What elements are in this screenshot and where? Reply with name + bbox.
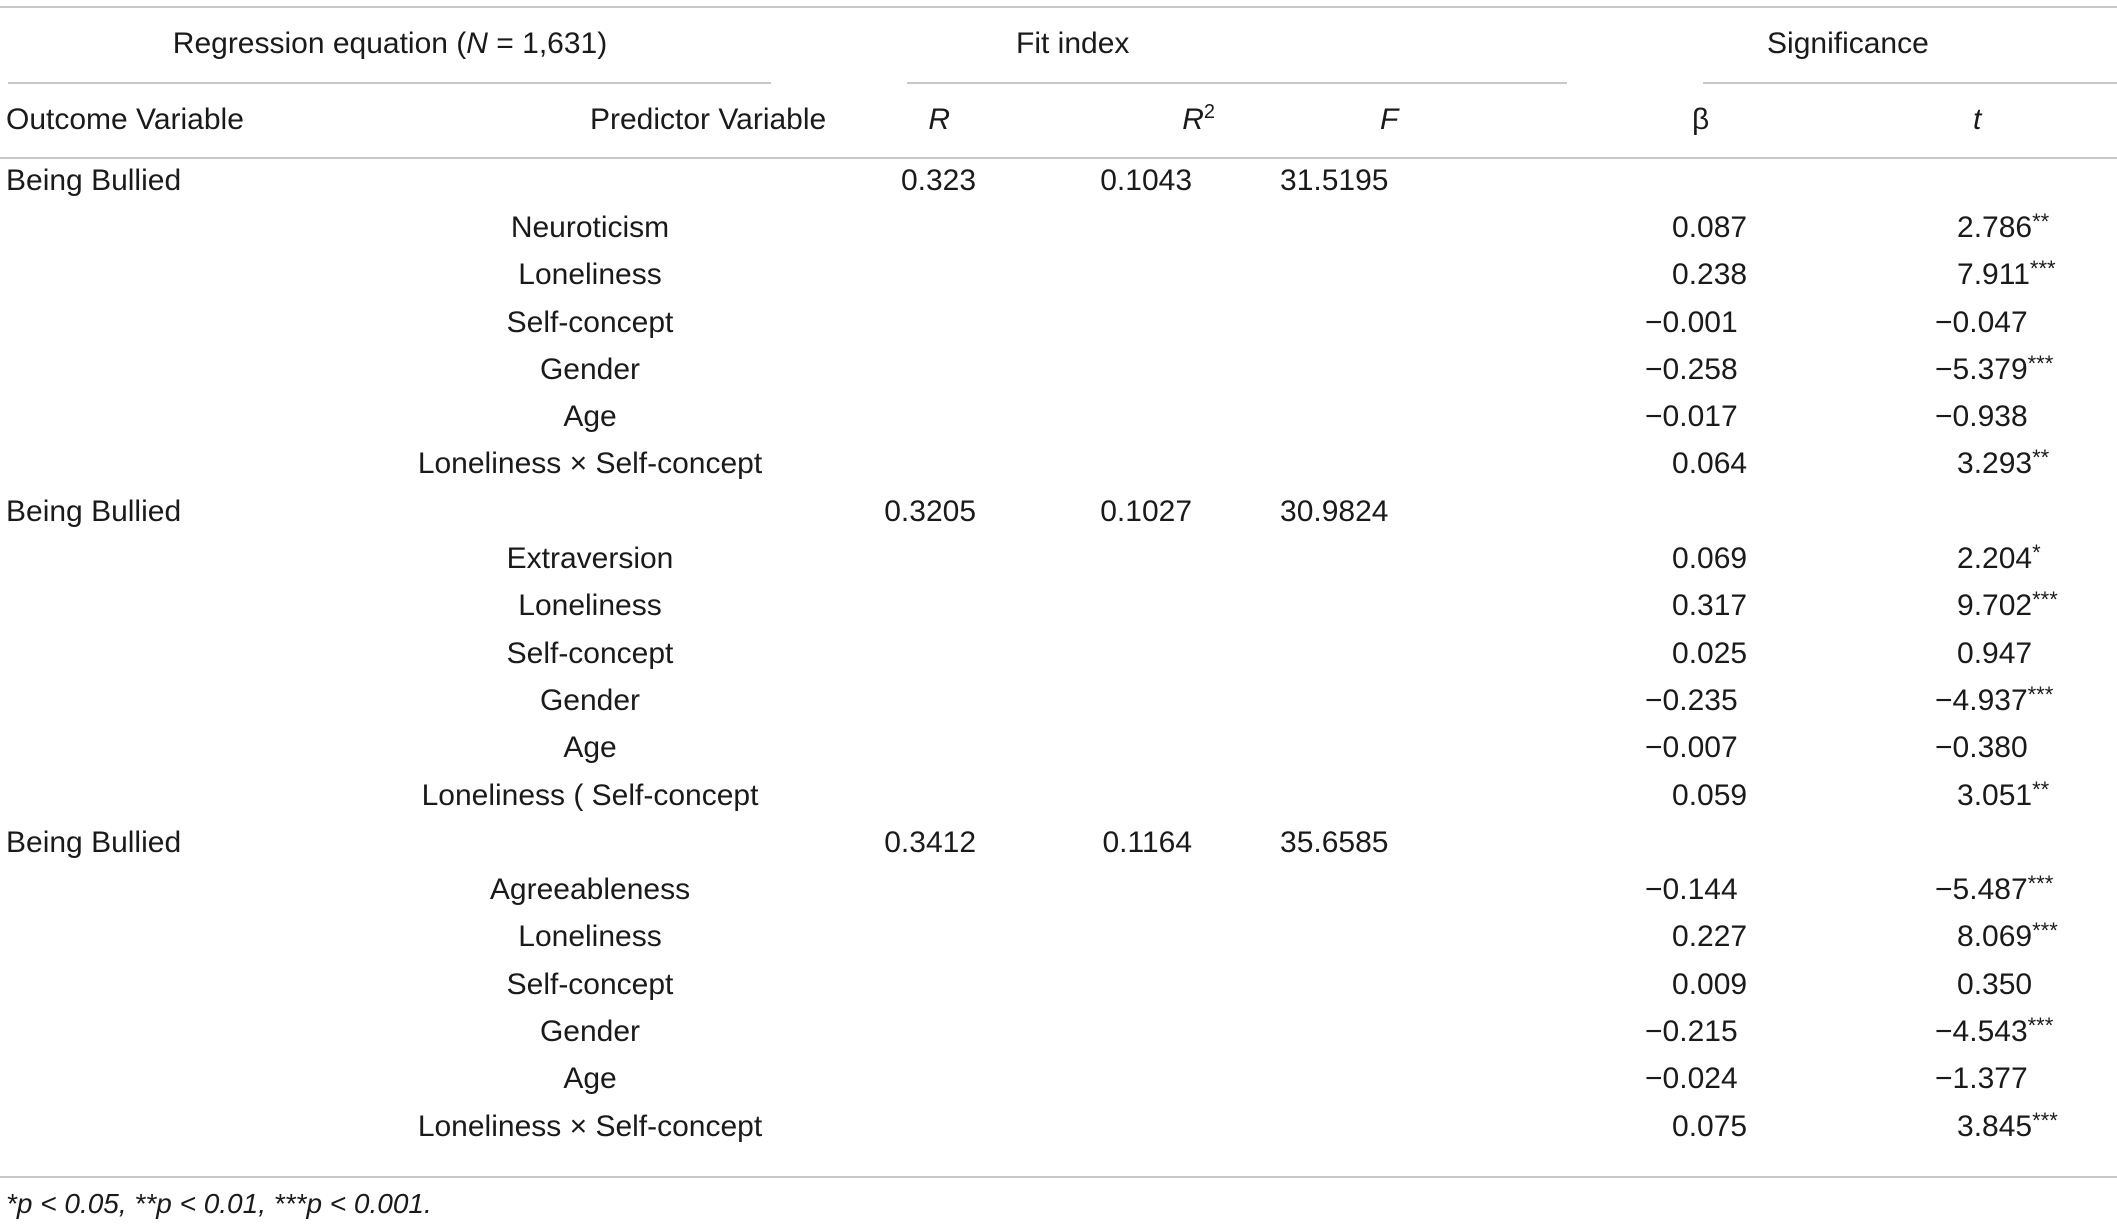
t-cell — [1850, 204, 2117, 251]
blank-cell — [1430, 1103, 1650, 1150]
table-row — [0, 583, 2117, 630]
t-cell — [1850, 488, 2117, 535]
r-cell — [816, 1008, 976, 1055]
table-row — [0, 252, 2117, 299]
beta-cell: 0.025 — [1672, 636, 1748, 670]
predictor-cell: Loneliness — [518, 920, 662, 954]
t-cell — [1850, 866, 2117, 913]
r-squared-cell — [940, 535, 1290, 582]
predictor-cell: Agreeableness — [489, 873, 691, 907]
table-row — [0, 204, 2117, 251]
blank-cell — [1430, 630, 1650, 677]
blank-cell — [1430, 772, 1650, 819]
table-row — [0, 677, 2117, 724]
outcome-cell — [0, 299, 400, 346]
t-value: −0.938 — [1935, 400, 2028, 434]
outcome-cell — [0, 204, 400, 251]
blank-cell — [1430, 1008, 1650, 1055]
r-squared-cell — [940, 204, 1290, 251]
predictor-cell: Gender — [539, 1014, 641, 1048]
table-body — [0, 157, 2117, 1150]
t-value: 7.911 — [1957, 258, 2030, 292]
outcome-cell — [0, 252, 400, 299]
significance-stars: *** — [2032, 918, 2058, 944]
beta-cell: −0.001 — [1645, 305, 1738, 339]
f-cell — [1280, 583, 1420, 630]
outcome-cell: Being Bullied — [6, 494, 182, 528]
r-squared-cell — [940, 677, 1290, 724]
table-row — [0, 157, 2117, 204]
r-squared-cell — [940, 725, 1290, 772]
t-cell — [1850, 441, 2117, 488]
significance-stars: * — [2032, 540, 2041, 566]
predictor-cell: Gender — [539, 683, 641, 717]
predictor-cell — [400, 488, 780, 535]
beta-cell: −0.144 — [1645, 873, 1738, 907]
predictor-cell: Gender — [539, 352, 641, 386]
r-squared-cell: 0.1043 — [1100, 163, 1193, 197]
t-value: −5.487 — [1935, 873, 2028, 907]
f-cell — [1280, 441, 1420, 488]
outcome-cell — [0, 393, 400, 440]
predictor-cell: Neuroticism — [510, 210, 670, 244]
r-squared-cell — [940, 346, 1290, 393]
beta-cell: −0.235 — [1645, 683, 1738, 717]
r-squared-cell — [940, 441, 1290, 488]
significance-stars: *** — [2032, 1107, 2058, 1133]
beta-cell — [1672, 157, 1872, 204]
beta-cell: 0.317 — [1672, 589, 1748, 623]
t-cell — [1850, 772, 2117, 819]
f-cell — [1280, 1103, 1420, 1150]
outcome-cell — [0, 961, 400, 1008]
t-value: 3.051 — [1957, 778, 2033, 812]
f-cell — [1280, 1056, 1420, 1103]
r-cell — [816, 866, 976, 913]
r-cell — [816, 252, 976, 299]
r-cell — [816, 1103, 976, 1150]
outcome-cell: Being Bullied — [6, 825, 182, 859]
f-cell — [1280, 630, 1420, 677]
table-row — [0, 961, 2117, 1008]
r-squared-cell — [940, 583, 1290, 630]
fit-index-header: Fit index — [1016, 27, 1130, 60]
beta-cell: 0.064 — [1672, 447, 1748, 481]
f-cell — [1280, 1008, 1420, 1055]
predictor-cell — [400, 819, 780, 866]
significance-stars: ** — [2032, 208, 2050, 234]
table-row — [0, 1056, 2117, 1103]
r-cell — [816, 914, 976, 961]
blank-cell — [1430, 819, 1650, 866]
predictor-cell: Extraversion — [506, 542, 674, 576]
outcome-cell — [0, 583, 400, 630]
blank-cell — [1430, 961, 1650, 1008]
f-cell — [1280, 346, 1420, 393]
predictor-cell: Age — [563, 1062, 617, 1096]
t-value: 3.845 — [1957, 1109, 2033, 1143]
t-cell — [1850, 583, 2117, 630]
r-cell: 0.3205 — [884, 494, 977, 528]
outcome-cell — [0, 866, 400, 913]
r-squared-cell — [940, 772, 1290, 819]
r-cell: 0.3412 — [884, 825, 977, 859]
table-row — [0, 772, 2117, 819]
outcome-cell: Being Bullied — [6, 163, 182, 197]
table-row — [0, 866, 2117, 913]
significance-group-underline — [1703, 82, 2117, 84]
blank-cell — [1430, 441, 1650, 488]
t-value: 0.947 — [1957, 636, 2033, 670]
outcome-cell — [0, 914, 400, 961]
r-cell: 0.323 — [900, 163, 977, 197]
t-cell — [1850, 299, 2117, 346]
predictor-variable-header: Predictor Variable — [590, 102, 827, 136]
table-footnote: *p < 0.05, **p < 0.01, ***p < 0.001. — [6, 1188, 432, 1219]
beta-cell: 0.075 — [1672, 1109, 1748, 1143]
t-cell — [1850, 1103, 2117, 1150]
t-value: −5.379 — [1935, 352, 2028, 386]
beta-cell: −0.007 — [1645, 731, 1738, 765]
blank-cell — [1430, 866, 1650, 913]
f-cell — [1280, 677, 1420, 724]
t-value: −1.377 — [1935, 1062, 2028, 1096]
outcome-cell — [0, 346, 400, 393]
r-squared-cell — [940, 1008, 1290, 1055]
t-cell — [1850, 819, 2117, 866]
table-row — [0, 1008, 2117, 1055]
f-cell — [1280, 772, 1420, 819]
r-squared-cell — [940, 961, 1290, 1008]
blank-cell — [1430, 583, 1650, 630]
r-cell — [816, 393, 976, 440]
blank-cell — [1430, 1056, 1650, 1103]
table-row — [0, 725, 2117, 772]
outcome-cell — [0, 725, 400, 772]
predictor-cell: Age — [563, 731, 617, 765]
regression-equation-header: Regression equation (N = 1,631) — [172, 27, 608, 60]
t-cell — [1850, 1056, 2117, 1103]
r-cell — [816, 299, 976, 346]
r-cell — [816, 583, 976, 630]
outcome-cell — [0, 1103, 400, 1150]
t-value: −0.380 — [1935, 731, 2028, 765]
r-cell — [816, 346, 976, 393]
significance-stars: *** — [2027, 681, 2054, 707]
t-value: 2.786 — [1957, 210, 2033, 244]
f-cell — [1280, 393, 1420, 440]
r-cell — [816, 725, 976, 772]
blank-cell — [1430, 393, 1650, 440]
f-cell — [1280, 914, 1420, 961]
blank-header — [1430, 82, 1650, 157]
r-squared-cell — [940, 299, 1290, 346]
r-squared-cell — [940, 1103, 1290, 1150]
blank-cell — [1430, 346, 1650, 393]
t-cell — [1850, 677, 2117, 724]
header-bottom-rule — [0, 157, 2117, 159]
t-value: −4.937 — [1935, 683, 2028, 717]
predictor-cell: Loneliness — [518, 258, 662, 292]
significance-stars: *** — [2027, 871, 2054, 897]
significance-stars: ** — [2032, 445, 2050, 471]
f-cell — [1280, 866, 1420, 913]
t-value: −4.543 — [1935, 1014, 2028, 1048]
beta-cell: 0.009 — [1672, 967, 1748, 1001]
f-cell — [1280, 535, 1420, 582]
r-cell — [816, 441, 976, 488]
blank-cell — [1430, 535, 1650, 582]
r-squared-cell — [940, 914, 1290, 961]
beta-cell: −0.017 — [1645, 400, 1738, 434]
f-cell — [1280, 961, 1420, 1008]
predictor-cell: Self-concept — [506, 305, 674, 339]
table-row — [0, 819, 2117, 866]
significance-stars: *** — [2027, 350, 2054, 376]
outcome-cell — [0, 677, 400, 724]
table-row — [0, 346, 2117, 393]
blank-cell — [1430, 488, 1650, 535]
predictor-cell: Loneliness ( Self-concept — [421, 778, 759, 812]
group-header-row — [0, 6, 2117, 82]
predictor-cell: Loneliness × Self-concept — [417, 447, 763, 481]
beta-cell: −0.024 — [1645, 1062, 1738, 1096]
regression-table — [0, 6, 2117, 1150]
table-row — [0, 1103, 2117, 1150]
t-value: −0.047 — [1935, 305, 2028, 339]
outcome-cell — [0, 630, 400, 677]
beta-cell: 0.087 — [1672, 210, 1748, 244]
t-cell — [1850, 914, 2117, 961]
table-row — [0, 299, 2117, 346]
f-cell: 31.5195 — [1280, 163, 1389, 197]
column-header-row — [0, 82, 2117, 157]
regression-group-underline — [8, 82, 771, 84]
t-cell — [1850, 393, 2117, 440]
r-squared-cell: 0.1164 — [1102, 825, 1193, 859]
r-cell — [816, 630, 976, 677]
r-cell — [816, 204, 976, 251]
r-cell — [816, 961, 976, 1008]
r-squared-header: $R^2$ — [1182, 100, 1216, 136]
outcome-cell — [0, 772, 400, 819]
r-cell — [816, 1056, 976, 1103]
table-row — [0, 393, 2117, 440]
table-row — [0, 535, 2117, 582]
outcome-variable-header: Outcome Variable — [6, 102, 244, 136]
predictor-cell: Self-concept — [506, 967, 674, 1001]
table-row — [0, 488, 2117, 535]
blank-cell — [1430, 157, 1650, 204]
blank-cell — [1430, 725, 1650, 772]
t-value: 9.702 — [1957, 589, 2033, 623]
table-row — [0, 914, 2117, 961]
r-squared-cell — [940, 1056, 1290, 1103]
beta-cell — [1672, 488, 1872, 535]
t-cell — [1850, 157, 2117, 204]
table-bottom-rule — [0, 1176, 2117, 1178]
predictor-cell: Loneliness × Self-concept — [417, 1109, 763, 1143]
blank-cell — [1430, 677, 1650, 724]
significance-stars: *** — [2032, 587, 2058, 613]
significance-stars: *** — [2027, 1012, 2054, 1038]
r-cell — [816, 677, 976, 724]
t-cell — [1850, 346, 2117, 393]
predictor-cell: Self-concept — [506, 636, 674, 670]
f-cell — [1280, 299, 1420, 346]
r-squared-cell — [940, 630, 1290, 677]
outcome-cell — [0, 441, 400, 488]
f-cell: 30.9824 — [1280, 494, 1389, 528]
beta-cell: 0.238 — [1672, 258, 1748, 292]
beta-cell: 0.069 — [1672, 542, 1748, 576]
significance-header: Significance — [1767, 27, 1929, 60]
t-cell — [1850, 252, 2117, 299]
beta-cell — [1672, 819, 1872, 866]
beta-cell: −0.215 — [1645, 1014, 1738, 1048]
f-cell: 35.6585 — [1280, 825, 1389, 859]
r-squared-cell — [940, 252, 1290, 299]
blank-cell — [1430, 299, 1650, 346]
t-value: 8.069 — [1957, 920, 2033, 954]
r-squared-cell: 0.1027 — [1100, 494, 1193, 528]
f-cell — [1280, 725, 1420, 772]
t-cell — [1850, 961, 2117, 1008]
blank-cell — [1430, 914, 1650, 961]
outcome-cell — [0, 535, 400, 582]
t-cell — [1850, 1008, 2117, 1055]
r-cell — [816, 772, 976, 819]
r-cell — [816, 535, 976, 582]
t-cell — [1850, 725, 2117, 772]
outcome-cell — [0, 1056, 400, 1103]
r-header: R — [928, 102, 951, 136]
r-squared-cell — [940, 393, 1290, 440]
beta-cell: 0.227 — [1672, 920, 1748, 954]
significance-stars: ** — [2032, 776, 2050, 802]
r-squared-cell — [940, 866, 1290, 913]
fit-index-group-underline — [907, 82, 1567, 84]
beta-cell: 0.059 — [1672, 778, 1748, 812]
table-row — [0, 441, 2117, 488]
f-cell — [1280, 252, 1420, 299]
t-cell — [1850, 630, 2117, 677]
beta-cell: −0.258 — [1645, 352, 1738, 386]
predictor-cell: Age — [563, 400, 617, 434]
outcome-cell — [0, 1008, 400, 1055]
t-value: 2.204 — [1957, 542, 2033, 576]
significance-stars: *** — [2029, 256, 2056, 282]
predictor-cell: Loneliness — [518, 589, 662, 623]
t-header: t — [1973, 102, 1982, 136]
f-cell — [1280, 204, 1420, 251]
f-header: F — [1380, 102, 1399, 136]
beta-header: β — [1692, 102, 1710, 136]
blank-cell — [1430, 204, 1650, 251]
t-value: 3.293 — [1957, 447, 2033, 481]
t-value: 0.350 — [1957, 967, 2033, 1001]
predictor-cell — [400, 157, 780, 204]
blank-cell — [1430, 252, 1650, 299]
t-cell — [1850, 535, 2117, 582]
table-row — [0, 630, 2117, 677]
